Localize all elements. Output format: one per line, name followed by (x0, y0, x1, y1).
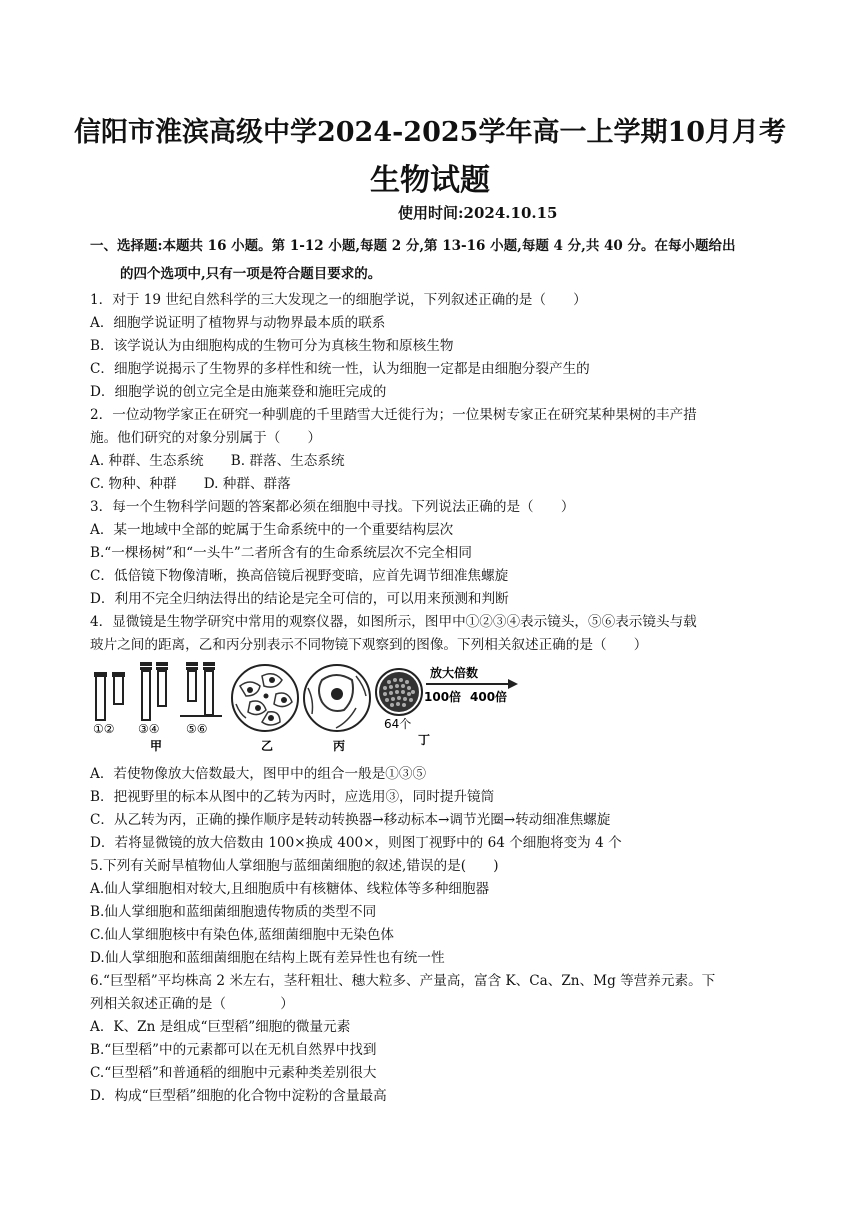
q6-option-d: D．构成“巨型稻”细胞的化合物中淀粉的含量最高 (90, 1088, 387, 1104)
q2-options-cd: C. 物种、种群 D. 种群、群落 (90, 476, 291, 492)
q3-option-d: D．利用不完全归纳法得出的结论是完全可信的，可以用来预测和判断 (90, 591, 509, 607)
q2-stem-line2: 施。他们研究的对象分别属于（ ） (90, 430, 322, 446)
q5-option-d: D.仙人掌细胞和蓝细菌细胞在结构上既有差异性也有统一性 (90, 950, 445, 966)
q1-option-a: A．细胞学说证明了植物界与动物界最本质的联系 (90, 315, 386, 331)
section-heading-line2: 的四个选项中,只有一项是符合题目要求的。 (120, 266, 382, 282)
q3-stem: 3．每一个生物科学问题的答案都必须在细胞中寻找。下列说法正确的是（ ） (90, 499, 575, 515)
mag-400: 400倍 (470, 690, 508, 704)
q3-option-a: A．某一地域中全部的蛇属于生命系统中的一个重要结构层次 (90, 522, 454, 538)
q4-option-b: B．把视野里的标本从图中的乙转为丙时，应选用③，同时提升镜筒 (90, 789, 495, 805)
mag-100: 100倍 (424, 690, 462, 704)
section-heading-line1: 一、选择题:本题共 16 小题。第 1-12 小题,每题 2 分,第 13-16 小题,每题 4 分,共 40 分。在每小题给出 (90, 238, 736, 254)
distance-5-6-icon (180, 662, 222, 716)
label-jia: 甲 (150, 739, 163, 753)
q2-options-ab: A. 种群、生态系统 B. 群落、生态系统 (90, 453, 345, 469)
q3-option-b: B.“一棵杨树”和“一头牛”二者所含有的生命系统层次不完全相同 (90, 545, 472, 561)
q4-option-c: C．从乙转为丙，正确的操作顺序是转动转换器→移动标本→调节光圈→转动细准焦螺旋 (90, 812, 611, 828)
exam-subtitle: 生物试题 (370, 163, 490, 198)
q1-stem: 1．对于 19 世纪自然科学的三大发现之一的细胞学说，下列叙述正确的是（ ） (90, 292, 587, 308)
label-34: ③④ (138, 722, 160, 736)
q6-option-c: C.“巨型稻”和普通稻的细胞中元素种类差别很大 (90, 1065, 377, 1081)
label-bing: 丙 (333, 739, 346, 753)
q1-option-c: C．细胞学说揭示了生物界的多样性和统一性，认为细胞一定都是由细胞分裂产生的 (90, 361, 590, 377)
label-64: 64个 (384, 717, 412, 731)
q5-stem: 5.下列有关耐旱植物仙人掌细胞与蓝细菌细胞的叙述,错误的是( ) (90, 858, 499, 874)
microscope-figure (90, 658, 520, 758)
objective-3-icon (140, 662, 152, 720)
exam-title: 信阳市淮滨高级中学2024-2025学年高一上学期10月月考 (73, 117, 787, 148)
q6-stem-line1: 6.“巨型稻”平均株高 2 米左右，茎秆粗壮、穗大粒多、产量高，富含 K、Ca、Zn、Mg 等营养元素。下 (90, 973, 716, 989)
q4-option-d: D．若将显微镜的放大倍数由 100×换成 400×，则图丁视野中的 64 个细胞将变为 4 个 (90, 835, 622, 851)
label-12: ①② (93, 722, 115, 736)
section-heading (90, 232, 790, 288)
label-56: ⑤⑥ (186, 722, 208, 736)
q3-option-c: C．低倍镜下物像清晰，换高倍镜后视野变暗，应首先调节细准焦螺旋 (90, 568, 509, 584)
mag-title: 放大倍数 (430, 666, 479, 680)
eyepiece-2-icon (112, 672, 125, 704)
q5-option-c: C.仙人掌细胞核中有染色体,蓝细菌细胞中无染色体 (90, 927, 395, 943)
q1-option-d: D．细胞学说的创立完全是由施莱登和施旺完成的 (90, 384, 387, 400)
q6-option-b: B.“巨型稻”中的元素都可以在无机自然界中找到 (90, 1042, 377, 1058)
q4-option-a: A．若使物像放大倍数最大，图甲中的组合一般是①③⑤ (90, 766, 427, 782)
q2-stem-line1: 2．一位动物学家正在研究一种驯鹿的千里踏雪大迁徙行为；一位果树专家正在研究某种果树的丰产措 (90, 407, 697, 423)
view-ding-icon (376, 669, 422, 715)
label-yi: 乙 (261, 739, 274, 753)
q4-stem-line1: 4．显微镜是生物学研究中常用的观察仪器，如图所示，图甲中①②③④表示镜头，⑤⑥表示镜头与载 (90, 614, 697, 630)
label-ding: 丁 (418, 733, 431, 747)
q5-option-b: B.仙人掌细胞和蓝细菌细胞遗传物质的类型不同 (90, 904, 377, 920)
use-time: 使用时间:2024.10.15 (398, 204, 558, 222)
q6-stem-line2: 列相关叙述正确的是（ ） (90, 996, 294, 1012)
q4-stem-line2: 玻片之间的距离，乙和丙分别表示不同物镜下观察到的图像。下列相关叙述正确的是（ ） (90, 637, 648, 653)
objective-4-icon (156, 662, 168, 706)
q6-option-a: A．K、Zn 是组成“巨型稻”细胞的微量元素 (90, 1019, 351, 1035)
q1-option-b: B．该学说认为由细胞构成的生物可分为真核生物和原核生物 (90, 338, 454, 354)
mag-arrow-head-icon (508, 679, 518, 689)
q5-option-a: A.仙人掌细胞相对较大,且细胞质中有核糖体、线粒体等多种细胞器 (90, 881, 490, 897)
eyepiece-1-icon (94, 672, 107, 720)
view-yi-icon (232, 665, 298, 731)
view-bing-icon (304, 665, 370, 731)
